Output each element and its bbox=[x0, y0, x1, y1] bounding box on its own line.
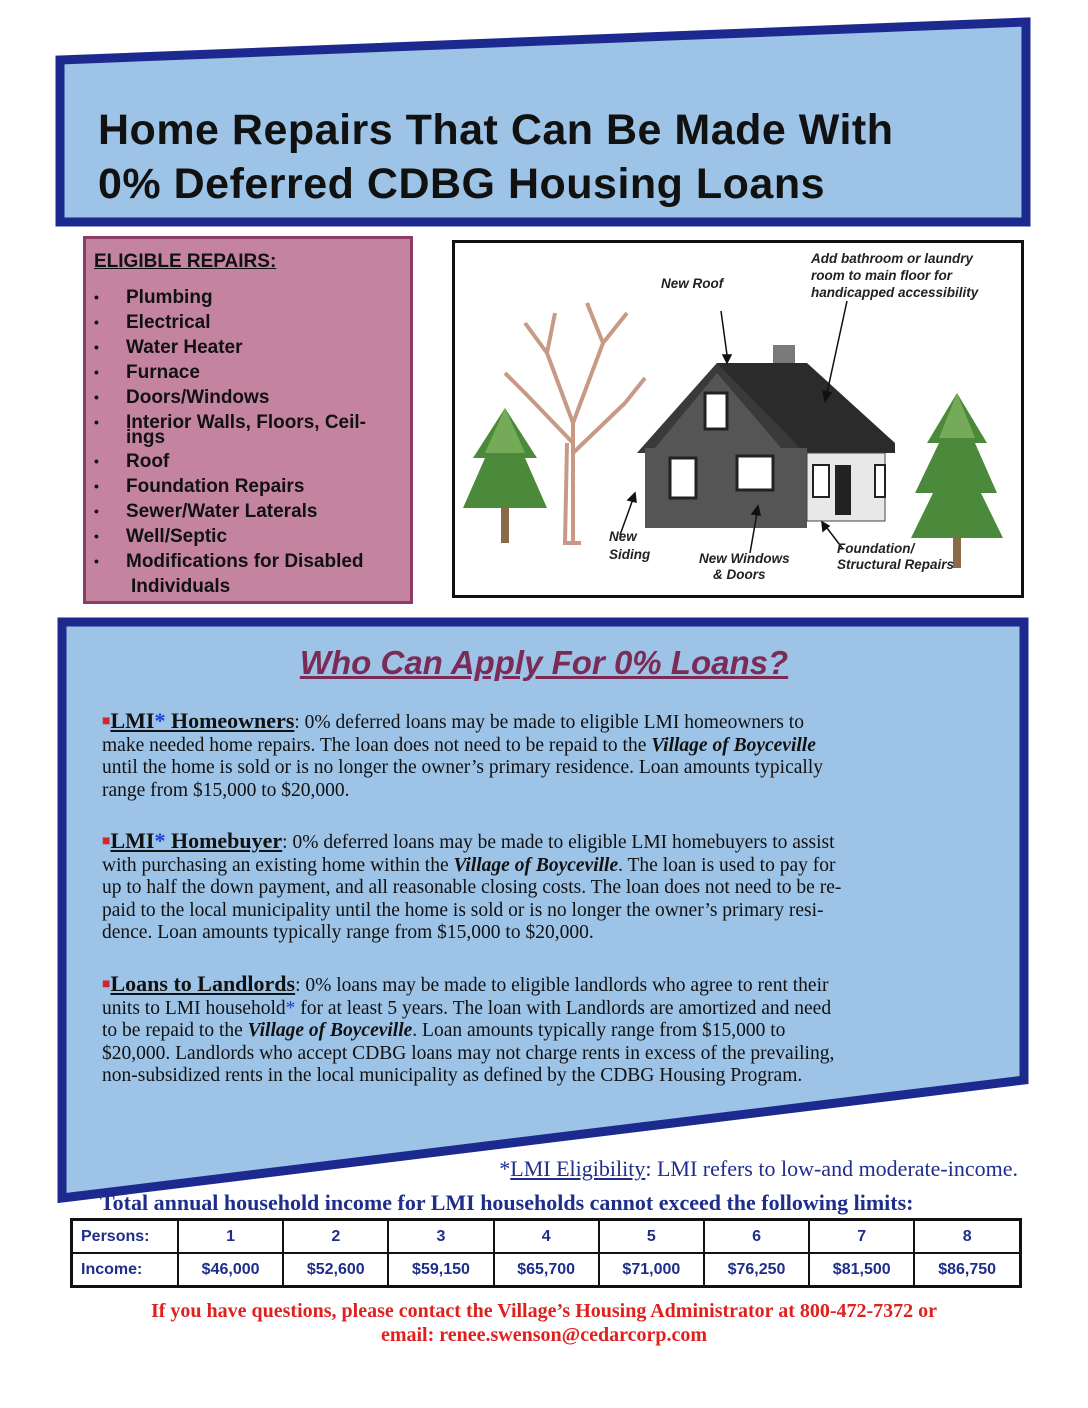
list-item: • Modifications for Disabled bbox=[94, 549, 366, 574]
lmi-star: * bbox=[499, 1156, 511, 1181]
table-cell: $71,000 bbox=[599, 1253, 704, 1287]
page-title-line-1: Home Repairs That Can Be Made With bbox=[98, 106, 894, 154]
row-header-income: Income: bbox=[72, 1253, 179, 1287]
list-item: • Foundation Repairs bbox=[94, 474, 366, 499]
table-cell: $52,600 bbox=[283, 1253, 388, 1287]
bullet-square-icon: ■ bbox=[102, 834, 111, 849]
lead-star: * bbox=[154, 708, 166, 733]
list-item: • Well/Septic bbox=[94, 524, 366, 549]
lead-star: * bbox=[285, 997, 296, 1019]
village-name: Village of Boyceville bbox=[453, 854, 619, 876]
paragraph-line: . Loan amounts typically range from $15,000 to bbox=[412, 1020, 786, 1041]
homebuyer-lead bbox=[110, 828, 282, 853]
paragraph-line: make needed home repairs. The loan does not need to be repaid to the bbox=[102, 734, 652, 756]
evergreen-tree-icon bbox=[463, 408, 547, 543]
paragraph-line: to be repaid to the bbox=[102, 1020, 248, 1041]
apply-section-title: Who Can Apply For 0% Loans? bbox=[299, 644, 789, 681]
lead-star: * bbox=[154, 828, 166, 853]
list-item: • Furnace bbox=[94, 360, 366, 385]
homeowners-paragraph bbox=[102, 710, 952, 802]
table-cell: 3 bbox=[388, 1220, 493, 1254]
table-cell: $65,700 bbox=[494, 1253, 599, 1287]
income-limits-table bbox=[70, 1218, 1022, 1288]
paragraph-line: : 0% loans may be made to eligible landlords who agree to rent their bbox=[295, 975, 829, 996]
village-name: Village of Boyceville bbox=[651, 734, 816, 756]
table-cell: $86,750 bbox=[914, 1253, 1020, 1287]
homeowners-lead bbox=[110, 708, 294, 733]
paragraph-line: : 0% deferred loans may be made to eligible LMI homebuyers to assist bbox=[282, 832, 835, 853]
table-row bbox=[72, 1253, 1021, 1287]
paragraph-line: . The loan is used to pay for bbox=[618, 854, 836, 876]
paragraph-line: paid to the local municipality until the home is sold or is no longer the owner’s primary resi- bbox=[102, 899, 824, 921]
list-item: • Electrical bbox=[94, 310, 366, 335]
table-cell: $59,150 bbox=[388, 1253, 493, 1287]
label-windows-line-2: & Doors bbox=[713, 567, 766, 582]
table-cell: 5 bbox=[599, 1220, 704, 1254]
table-cell: 2 bbox=[283, 1220, 388, 1254]
paragraph-line: range from $15,000 to $20,000. bbox=[102, 779, 350, 801]
lmi-eligibility-text: : LMI refers to low-and moderate-income. bbox=[645, 1156, 1018, 1181]
table-cell: 4 bbox=[494, 1220, 599, 1254]
paragraph-line: $20,000. Landlords who accept CDBG loans may not charge rents in excess of the prevailing, bbox=[102, 1042, 835, 1064]
landlords-lead: Loans to Landlords bbox=[110, 971, 296, 996]
paragraph-line: up to half the down payment, and all reasonable closing costs. The loan does not need to be re- bbox=[102, 877, 842, 898]
bullet-square-icon: ■ bbox=[102, 714, 111, 729]
list-item-line: Interior Walls, Floors, Ceil- bbox=[126, 412, 366, 433]
paragraph-line: non-subsidized rents in the local municipality as defined by the CDBG Housing Program. bbox=[102, 1065, 803, 1086]
label-siding-line-2: Siding bbox=[609, 547, 651, 562]
paragraph-line: with purchasing an existing home within the bbox=[102, 854, 454, 876]
table-cell: 8 bbox=[914, 1220, 1020, 1254]
table-cell: $81,500 bbox=[809, 1253, 914, 1287]
lmi-eligibility-label: LMI Eligibility bbox=[510, 1156, 646, 1181]
eligible-repairs-list bbox=[94, 285, 366, 601]
paragraph-line: until the home is sold or is no longer the owner’s primary residence. Loan amounts typically bbox=[102, 757, 823, 778]
label-siding-line-1: New bbox=[609, 529, 637, 544]
list-item: • Sewer/Water Laterals bbox=[94, 499, 366, 524]
eligible-repairs-heading: ELIGIBLE REPAIRS: bbox=[94, 251, 277, 272]
house-icon bbox=[637, 345, 895, 528]
contact-line-1: If you have questions, please contact the Village’s Housing Administrator at 800-472-7372 or bbox=[150, 1300, 938, 1322]
village-name: Village of Boyceville bbox=[247, 1020, 413, 1041]
list-item: • Plumbing bbox=[94, 285, 366, 310]
paragraph-line: : 0% deferred loans may be made to eligible LMI homeowners to bbox=[294, 712, 804, 733]
label-bathroom-line-1: Add bathroom or laundry bbox=[811, 251, 973, 266]
table-cell: 1 bbox=[178, 1220, 283, 1254]
landlords-paragraph bbox=[102, 973, 952, 1088]
label-windows-line-1: New Windows bbox=[699, 551, 790, 566]
evergreen-tree-icon bbox=[911, 393, 1003, 568]
income-limit-heading: Total annual household income for LMI households cannot exceed the following limits: bbox=[100, 1190, 914, 1215]
house-illustration bbox=[452, 240, 1024, 598]
label-foundation-line-2: Structural Repairs bbox=[837, 557, 955, 572]
lead-lmi: LMI bbox=[110, 828, 155, 853]
row-header-persons: Persons: bbox=[72, 1220, 179, 1254]
table-cell: $46,000 bbox=[178, 1253, 283, 1287]
list-item: Individuals bbox=[131, 576, 231, 597]
label-foundation-line-1: Foundation/ bbox=[837, 541, 915, 556]
table-cell: $76,250 bbox=[704, 1253, 809, 1287]
label-new-roof: New Roof bbox=[661, 276, 724, 291]
list-item: • Water Heater bbox=[94, 335, 366, 360]
paragraph-line: units to LMI household bbox=[102, 997, 286, 1019]
eligible-repairs-box bbox=[83, 236, 413, 604]
lead-lmi: LMI bbox=[110, 708, 155, 733]
table-row bbox=[72, 1220, 1021, 1254]
paragraph-line: dence. Loan amounts typically range from $15,000 to $20,000. bbox=[102, 922, 594, 943]
lead-rest: Homeowners bbox=[165, 708, 295, 733]
contact-email-line[interactable]: email: renee.swenson@cedarcorp.com bbox=[380, 1324, 708, 1346]
list-item: • Doors/Windows bbox=[94, 385, 366, 410]
table-cell: 7 bbox=[809, 1220, 914, 1254]
list-item-line: ings bbox=[126, 427, 166, 448]
lead-rest: Homebuyer bbox=[165, 828, 283, 853]
list-item bbox=[94, 410, 366, 449]
list-item: • Roof bbox=[94, 449, 366, 474]
bullet-square-icon: ■ bbox=[102, 977, 111, 992]
table-cell: 6 bbox=[704, 1220, 809, 1254]
contact-info bbox=[0, 1299, 1088, 1347]
paragraph-line: for at least 5 years. The loan with Landlords are amortized and need bbox=[295, 997, 832, 1019]
lmi-eligibility-note bbox=[499, 1156, 1018, 1182]
homebuyer-paragraph bbox=[102, 830, 952, 945]
label-bathroom-line-3: handicapped accessibility bbox=[811, 285, 979, 300]
page-title-line-2: 0% Deferred CDBG Housing Loans bbox=[98, 160, 825, 208]
label-bathroom-line-2: room to main floor for bbox=[811, 268, 952, 283]
